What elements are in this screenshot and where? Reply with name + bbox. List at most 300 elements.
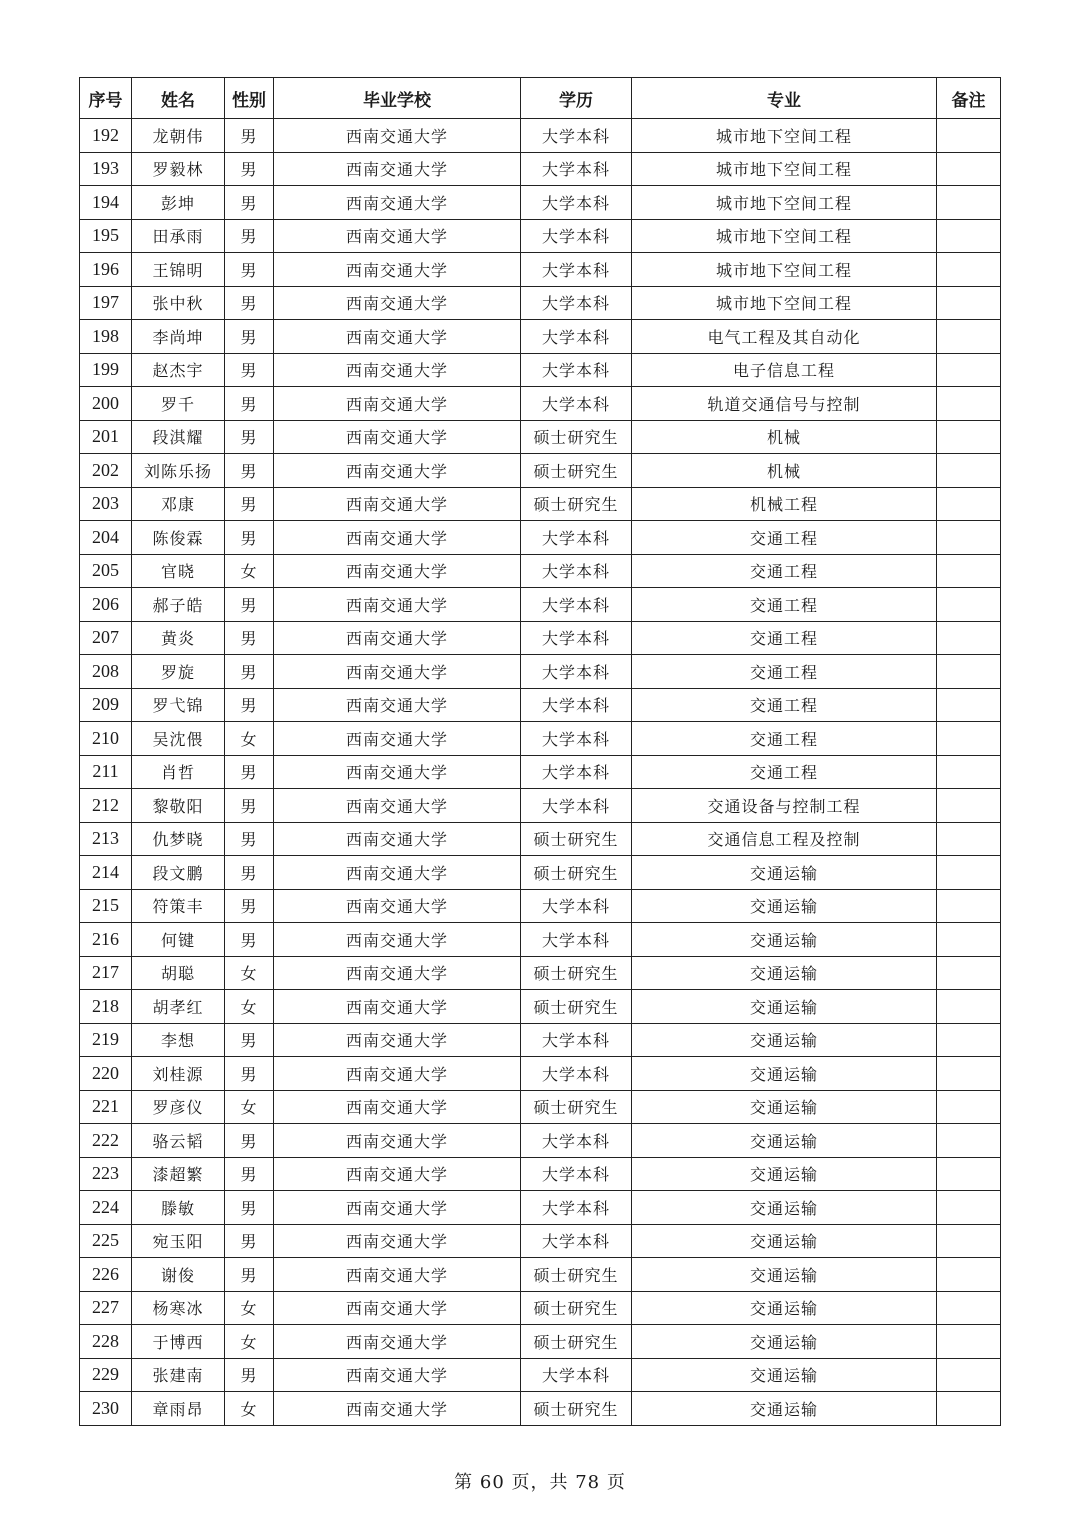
cell-remarks: [937, 219, 1001, 253]
cell-index: 213: [80, 822, 132, 856]
cell-gender: 男: [225, 822, 274, 856]
cell-index: 225: [80, 1224, 132, 1258]
cell-name: 胡聪: [132, 956, 225, 990]
cell-degree: 硕士研究生: [521, 1325, 632, 1359]
cell-name: 刘桂源: [132, 1057, 225, 1091]
cell-gender: 男: [225, 655, 274, 689]
cell-name: 罗彦仪: [132, 1090, 225, 1124]
table-row: [80, 186, 1001, 220]
cell-name: 吴沈偎: [132, 722, 225, 756]
cell-index: 197: [80, 286, 132, 320]
cell-index: 198: [80, 320, 132, 354]
cell-name: 仇梦晓: [132, 822, 225, 856]
table-row: [80, 521, 1001, 555]
table-row: [80, 219, 1001, 253]
cell-school: 西南交通大学: [274, 387, 521, 421]
cell-gender: 男: [225, 1358, 274, 1392]
cell-school: 西南交通大学: [274, 822, 521, 856]
table-row: [80, 621, 1001, 655]
table-row: [80, 1358, 1001, 1392]
cell-major: 交通运输: [632, 1358, 937, 1392]
cell-school: 西南交通大学: [274, 1157, 521, 1191]
cell-school: 西南交通大学: [274, 1224, 521, 1258]
cell-remarks: [937, 1090, 1001, 1124]
cell-index: 220: [80, 1057, 132, 1091]
table-row: [80, 789, 1001, 823]
table-row: [80, 990, 1001, 1024]
cell-school: 西南交通大学: [274, 1090, 521, 1124]
cell-index: 209: [80, 688, 132, 722]
cell-school: 西南交通大学: [274, 1291, 521, 1325]
cell-school: 西南交通大学: [274, 1191, 521, 1225]
cell-major: 交通运输: [632, 990, 937, 1024]
cell-index: 215: [80, 889, 132, 923]
cell-index: 224: [80, 1191, 132, 1225]
cell-major: 机械: [632, 454, 937, 488]
cell-major: 电子信息工程: [632, 353, 937, 387]
cell-name: 胡孝红: [132, 990, 225, 1024]
table-row: [80, 1090, 1001, 1124]
cell-major: 交通运输: [632, 1124, 937, 1158]
cell-degree: 硕士研究生: [521, 1090, 632, 1124]
cell-major: 城市地下空间工程: [632, 186, 937, 220]
cell-index: 221: [80, 1090, 132, 1124]
cell-major: 城市地下空间工程: [632, 119, 937, 153]
cell-school: 西南交通大学: [274, 152, 521, 186]
cell-name: 李尚坤: [132, 320, 225, 354]
cell-major: 交通运输: [632, 1392, 937, 1426]
cell-school: 西南交通大学: [274, 956, 521, 990]
table-row: [80, 1057, 1001, 1091]
cell-index: 193: [80, 152, 132, 186]
cell-remarks: [937, 387, 1001, 421]
cell-index: 229: [80, 1358, 132, 1392]
cell-name: 郝子皓: [132, 588, 225, 622]
cell-major: 交通运输: [632, 1090, 937, 1124]
cell-index: 205: [80, 554, 132, 588]
cell-degree: 大学本科: [521, 521, 632, 555]
cell-major: 交通运输: [632, 1023, 937, 1057]
cell-name: 罗旋: [132, 655, 225, 689]
cell-gender: 男: [225, 588, 274, 622]
cell-index: 223: [80, 1157, 132, 1191]
cell-index: 200: [80, 387, 132, 421]
cell-gender: 男: [225, 621, 274, 655]
cell-school: 西南交通大学: [274, 889, 521, 923]
table-header: [80, 78, 1001, 119]
table-row: [80, 655, 1001, 689]
cell-remarks: [937, 1191, 1001, 1225]
page-number: 第 60 页，共 78 页: [454, 1472, 626, 1493]
cell-school: 西南交通大学: [274, 521, 521, 555]
cell-name: 罗弋锦: [132, 688, 225, 722]
cell-name: 陈俊霖: [132, 521, 225, 555]
cell-gender: 男: [225, 320, 274, 354]
cell-remarks: [937, 1224, 1001, 1258]
cell-name: 肖哲: [132, 755, 225, 789]
cell-degree: 硕士研究生: [521, 420, 632, 454]
cell-degree: 大学本科: [521, 1023, 632, 1057]
cell-name: 张中秋: [132, 286, 225, 320]
cell-major: 城市地下空间工程: [632, 286, 937, 320]
table-row: [80, 554, 1001, 588]
cell-gender: 男: [225, 286, 274, 320]
cell-degree: 硕士研究生: [521, 856, 632, 890]
cell-index: 211: [80, 755, 132, 789]
cell-gender: 男: [225, 353, 274, 387]
cell-gender: 男: [225, 186, 274, 220]
cell-remarks: [937, 152, 1001, 186]
cell-degree: 大学本科: [521, 286, 632, 320]
cell-major: 交通运输: [632, 1224, 937, 1258]
cell-school: 西南交通大学: [274, 655, 521, 689]
table-row: [80, 420, 1001, 454]
cell-major: 交通运输: [632, 1157, 937, 1191]
cell-gender: 男: [225, 1057, 274, 1091]
table-row: [80, 1023, 1001, 1057]
cell-name: 谢俊: [132, 1258, 225, 1292]
cell-remarks: [937, 755, 1001, 789]
cell-gender: 男: [225, 1224, 274, 1258]
cell-name: 官晓: [132, 554, 225, 588]
cell-degree: 大学本科: [521, 621, 632, 655]
header-index: 序号: [80, 78, 132, 119]
cell-school: 西南交通大学: [274, 253, 521, 287]
cell-major: 电气工程及其自动化: [632, 320, 937, 354]
cell-remarks: [937, 1392, 1001, 1426]
cell-school: 西南交通大学: [274, 1124, 521, 1158]
cell-remarks: [937, 320, 1001, 354]
cell-gender: 男: [225, 1023, 274, 1057]
cell-degree: 大学本科: [521, 923, 632, 957]
cell-major: 交通设备与控制工程: [632, 789, 937, 823]
cell-remarks: [937, 621, 1001, 655]
cell-degree: 大学本科: [521, 889, 632, 923]
cell-index: 204: [80, 521, 132, 555]
cell-remarks: [937, 1057, 1001, 1091]
cell-major: 交通运输: [632, 889, 937, 923]
table-row: [80, 119, 1001, 153]
cell-remarks: [937, 186, 1001, 220]
cell-gender: 女: [225, 1325, 274, 1359]
cell-name: 漆超繁: [132, 1157, 225, 1191]
cell-gender: 男: [225, 387, 274, 421]
cell-name: 骆云韬: [132, 1124, 225, 1158]
cell-school: 西南交通大学: [274, 1358, 521, 1392]
table-row: [80, 387, 1001, 421]
cell-remarks: [937, 822, 1001, 856]
cell-school: 西南交通大学: [274, 755, 521, 789]
cell-school: 西南交通大学: [274, 990, 521, 1024]
cell-major: 交通工程: [632, 554, 937, 588]
cell-school: 西南交通大学: [274, 923, 521, 957]
cell-name: 罗千: [132, 387, 225, 421]
cell-major: 交通工程: [632, 588, 937, 622]
cell-degree: 大学本科: [521, 588, 632, 622]
cell-name: 李想: [132, 1023, 225, 1057]
cell-school: 西南交通大学: [274, 789, 521, 823]
cell-index: 214: [80, 856, 132, 890]
table-row: [80, 889, 1001, 923]
cell-major: 交通运输: [632, 956, 937, 990]
cell-remarks: [937, 655, 1001, 689]
cell-name: 王锦明: [132, 253, 225, 287]
cell-degree: 大学本科: [521, 353, 632, 387]
cell-name: 宛玉阳: [132, 1224, 225, 1258]
cell-remarks: [937, 286, 1001, 320]
cell-school: 西南交通大学: [274, 554, 521, 588]
cell-school: 西南交通大学: [274, 119, 521, 153]
cell-remarks: [937, 1157, 1001, 1191]
table-row: [80, 856, 1001, 890]
cell-remarks: [937, 1291, 1001, 1325]
cell-degree: 大学本科: [521, 789, 632, 823]
table-body: [80, 119, 1001, 1426]
cell-gender: 男: [225, 923, 274, 957]
cell-degree: 大学本科: [521, 1191, 632, 1225]
table-row: [80, 1325, 1001, 1359]
table-row: [80, 454, 1001, 488]
cell-major: 交通运输: [632, 856, 937, 890]
cell-name: 黄炎: [132, 621, 225, 655]
cell-gender: 女: [225, 1392, 274, 1426]
cell-index: 217: [80, 956, 132, 990]
cell-gender: 男: [225, 789, 274, 823]
cell-school: 西南交通大学: [274, 219, 521, 253]
cell-major: 交通运输: [632, 923, 937, 957]
table-row: [80, 688, 1001, 722]
cell-remarks: [937, 420, 1001, 454]
cell-remarks: [937, 1358, 1001, 1392]
cell-remarks: [937, 722, 1001, 756]
cell-name: 彭坤: [132, 186, 225, 220]
cell-degree: 大学本科: [521, 554, 632, 588]
cell-remarks: [937, 1124, 1001, 1158]
cell-gender: 男: [225, 152, 274, 186]
cell-degree: 大学本科: [521, 152, 632, 186]
cell-remarks: [937, 856, 1001, 890]
cell-degree: 大学本科: [521, 1224, 632, 1258]
cell-degree: 硕士研究生: [521, 822, 632, 856]
cell-gender: 男: [225, 420, 274, 454]
table-row: [80, 588, 1001, 622]
cell-gender: 男: [225, 755, 274, 789]
cell-major: 交通工程: [632, 521, 937, 555]
cell-school: 西南交通大学: [274, 588, 521, 622]
cell-remarks: [937, 521, 1001, 555]
cell-major: 交通工程: [632, 655, 937, 689]
cell-index: 195: [80, 219, 132, 253]
cell-degree: 大学本科: [521, 1057, 632, 1091]
cell-school: 西南交通大学: [274, 1057, 521, 1091]
cell-school: 西南交通大学: [274, 1392, 521, 1426]
header-remarks: 备注: [937, 78, 1001, 119]
cell-degree: 大学本科: [521, 688, 632, 722]
table-row: [80, 822, 1001, 856]
cell-name: 滕敏: [132, 1191, 225, 1225]
cell-index: 216: [80, 923, 132, 957]
cell-major: 交通运输: [632, 1258, 937, 1292]
cell-name: 赵杰宇: [132, 353, 225, 387]
cell-index: 192: [80, 119, 132, 153]
cell-gender: 男: [225, 454, 274, 488]
cell-school: 西南交通大学: [274, 1325, 521, 1359]
table-row: [80, 1258, 1001, 1292]
cell-gender: 男: [225, 1258, 274, 1292]
cell-remarks: [937, 487, 1001, 521]
cell-name: 章雨昂: [132, 1392, 225, 1426]
cell-degree: 硕士研究生: [521, 454, 632, 488]
header-row: [80, 78, 1001, 119]
cell-name: 罗毅林: [132, 152, 225, 186]
cell-name: 刘陈乐扬: [132, 454, 225, 488]
cell-major: 轨道交通信号与控制: [632, 387, 937, 421]
cell-school: 西南交通大学: [274, 420, 521, 454]
cell-name: 于博西: [132, 1325, 225, 1359]
cell-gender: 女: [225, 1090, 274, 1124]
cell-name: 龙朝伟: [132, 119, 225, 153]
cell-school: 西南交通大学: [274, 487, 521, 521]
cell-degree: 大学本科: [521, 1358, 632, 1392]
cell-index: 199: [80, 353, 132, 387]
cell-index: 194: [80, 186, 132, 220]
cell-index: 206: [80, 588, 132, 622]
cell-name: 符策丰: [132, 889, 225, 923]
cell-remarks: [937, 789, 1001, 823]
cell-remarks: [937, 119, 1001, 153]
header-name: 姓名: [132, 78, 225, 119]
cell-degree: 硕士研究生: [521, 487, 632, 521]
cell-index: 196: [80, 253, 132, 287]
cell-degree: 大学本科: [521, 253, 632, 287]
cell-remarks: [937, 588, 1001, 622]
cell-major: 交通工程: [632, 688, 937, 722]
cell-major: 交通工程: [632, 621, 937, 655]
cell-gender: 男: [225, 856, 274, 890]
cell-gender: 男: [225, 487, 274, 521]
cell-remarks: [937, 1023, 1001, 1057]
cell-gender: 男: [225, 1124, 274, 1158]
table-row: [80, 487, 1001, 521]
cell-degree: 大学本科: [521, 655, 632, 689]
table-row: [80, 353, 1001, 387]
table-row: [80, 1124, 1001, 1158]
cell-remarks: [937, 923, 1001, 957]
cell-index: 202: [80, 454, 132, 488]
cell-degree: 硕士研究生: [521, 1392, 632, 1426]
cell-gender: 男: [225, 688, 274, 722]
cell-gender: 女: [225, 1291, 274, 1325]
table-row: [80, 253, 1001, 287]
cell-degree: 大学本科: [521, 186, 632, 220]
table-row: [80, 286, 1001, 320]
cell-gender: 男: [225, 889, 274, 923]
cell-school: 西南交通大学: [274, 320, 521, 354]
cell-remarks: [937, 990, 1001, 1024]
table-row: [80, 956, 1001, 990]
cell-degree: 大学本科: [521, 1124, 632, 1158]
cell-name: 田承雨: [132, 219, 225, 253]
cell-degree: 大学本科: [521, 722, 632, 756]
cell-remarks: [937, 253, 1001, 287]
cell-major: 交通运输: [632, 1291, 937, 1325]
cell-index: 201: [80, 420, 132, 454]
cell-major: 机械: [632, 420, 937, 454]
cell-major: 城市地下空间工程: [632, 152, 937, 186]
cell-degree: 大学本科: [521, 1157, 632, 1191]
cell-index: 210: [80, 722, 132, 756]
cell-gender: 男: [225, 253, 274, 287]
roster-table: [79, 77, 1001, 1426]
table-row: [80, 923, 1001, 957]
header-gender: 性别: [225, 78, 274, 119]
cell-degree: 硕士研究生: [521, 1258, 632, 1292]
cell-school: 西南交通大学: [274, 454, 521, 488]
cell-gender: 男: [225, 219, 274, 253]
cell-major: 城市地下空间工程: [632, 219, 937, 253]
cell-major: 交通运输: [632, 1057, 937, 1091]
cell-school: 西南交通大学: [274, 688, 521, 722]
cell-remarks: [937, 956, 1001, 990]
cell-gender: 男: [225, 1191, 274, 1225]
cell-name: 何键: [132, 923, 225, 957]
cell-degree: 大学本科: [521, 320, 632, 354]
cell-major: 机械工程: [632, 487, 937, 521]
header-degree: 学历: [521, 78, 632, 119]
cell-remarks: [937, 353, 1001, 387]
cell-gender: 女: [225, 722, 274, 756]
table-row: [80, 1157, 1001, 1191]
cell-degree: 大学本科: [521, 119, 632, 153]
cell-school: 西南交通大学: [274, 722, 521, 756]
cell-index: 219: [80, 1023, 132, 1057]
header-major: 专业: [632, 78, 937, 119]
cell-index: 228: [80, 1325, 132, 1359]
cell-major: 交通运输: [632, 1191, 937, 1225]
cell-index: 203: [80, 487, 132, 521]
cell-school: 西南交通大学: [274, 286, 521, 320]
cell-name: 段淇耀: [132, 420, 225, 454]
cell-gender: 男: [225, 521, 274, 555]
cell-remarks: [937, 1258, 1001, 1292]
table-row: [80, 722, 1001, 756]
cell-index: 207: [80, 621, 132, 655]
cell-school: 西南交通大学: [274, 186, 521, 220]
cell-degree: 硕士研究生: [521, 990, 632, 1024]
cell-degree: 大学本科: [521, 387, 632, 421]
cell-remarks: [937, 889, 1001, 923]
cell-name: 段文鹏: [132, 856, 225, 890]
cell-major: 交通工程: [632, 722, 937, 756]
cell-degree: 硕士研究生: [521, 956, 632, 990]
cell-degree: 大学本科: [521, 219, 632, 253]
header-school: 毕业学校: [274, 78, 521, 119]
cell-school: 西南交通大学: [274, 1023, 521, 1057]
cell-remarks: [937, 454, 1001, 488]
cell-school: 西南交通大学: [274, 353, 521, 387]
cell-gender: 女: [225, 554, 274, 588]
table-row: [80, 1224, 1001, 1258]
cell-gender: 女: [225, 990, 274, 1024]
cell-remarks: [937, 554, 1001, 588]
cell-index: 212: [80, 789, 132, 823]
table-row: [80, 1392, 1001, 1426]
cell-name: 邓康: [132, 487, 225, 521]
cell-school: 西南交通大学: [274, 856, 521, 890]
table-row: [80, 1191, 1001, 1225]
cell-school: 西南交通大学: [274, 621, 521, 655]
cell-name: 黎敬阳: [132, 789, 225, 823]
